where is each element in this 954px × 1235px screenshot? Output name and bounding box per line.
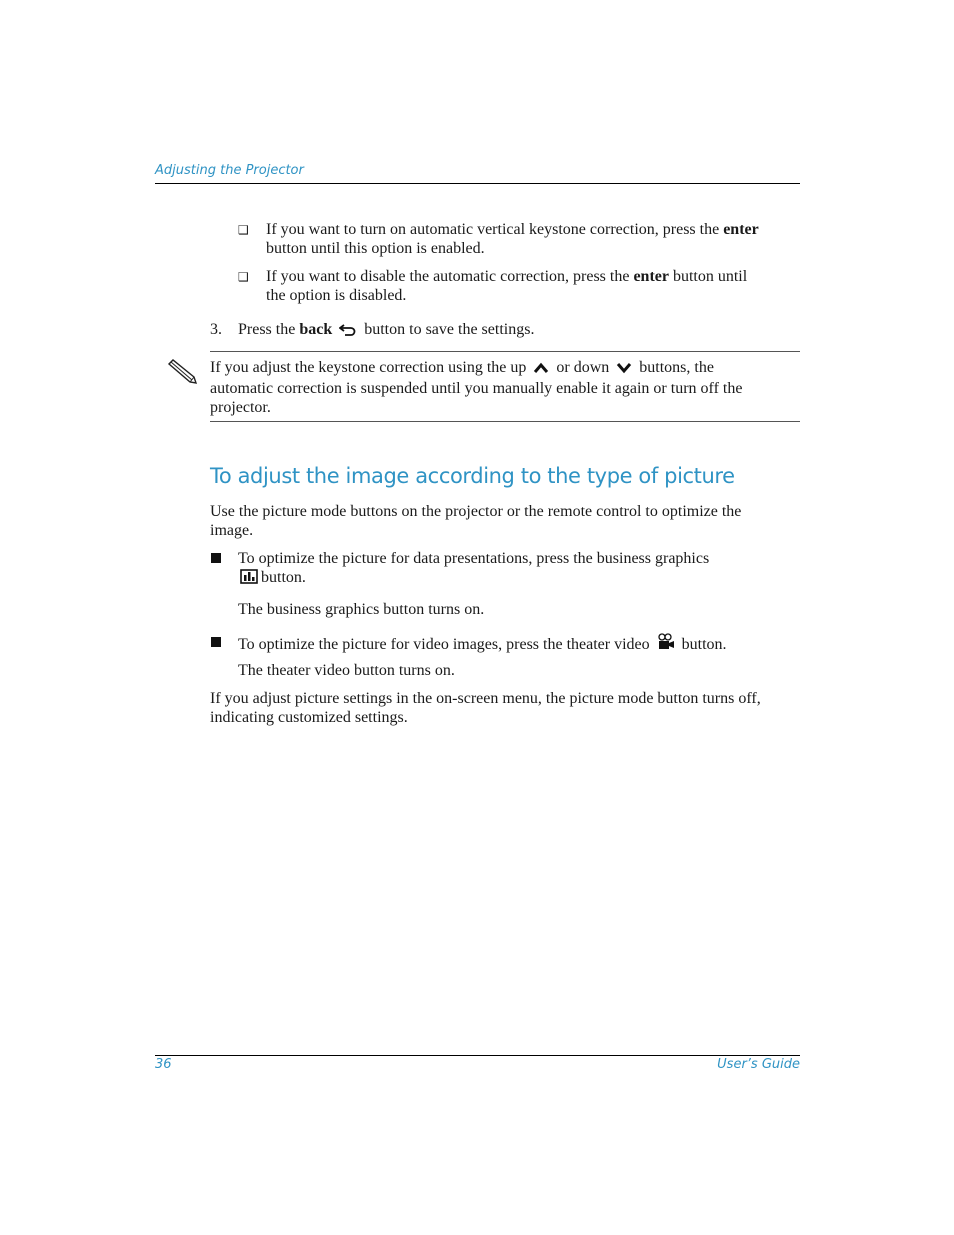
step-3-bold: back [299, 321, 333, 338]
option-1-text: If you want to turn on automatic vertical keystone correction, press the [266, 221, 724, 238]
header-rule [155, 183, 800, 184]
section-intro [210, 502, 805, 540]
closing-line1: If you adjust picture settings in the on-screen menu, the picture mode button turns off, [210, 690, 761, 707]
note-line3: projector. [210, 399, 271, 416]
note-text [210, 358, 800, 417]
note-line2: automatic correction is suspended until you manually enable it again or turn off the [210, 380, 743, 397]
intro-line1: Use the picture mode buttons on the projector or the remote control to optimize the [210, 503, 742, 520]
back-arrow-icon [339, 322, 357, 341]
item-1-line1: To optimize the picture for data presentations, press the business graphics [238, 550, 710, 567]
chevron-down-icon [616, 360, 632, 379]
option-1 [266, 220, 806, 258]
intro-line2: image. [210, 522, 254, 539]
theater-video-icon [657, 633, 675, 656]
item-2 [238, 633, 798, 656]
option-2-text: If you want to disable the automatic correction, press the [266, 268, 634, 285]
note-top-rule [210, 351, 800, 352]
closing-line2: indicating customized settings. [210, 709, 408, 726]
square-bullet [211, 553, 221, 563]
option-2 [266, 267, 806, 305]
option-2-text-after: button until [668, 268, 748, 285]
item-2-line1: To optimize the picture for video images, press the theater video [238, 636, 654, 653]
footer-guide-title: User’s Guide [717, 1057, 800, 1072]
step-3-before: Press the [238, 321, 300, 338]
option-bullet: ❑ [238, 270, 249, 284]
section-heading: To adjust the image according to the type of picture [210, 464, 735, 488]
item-1-line2: button. [261, 569, 306, 586]
note-line1c: buttons, the [635, 359, 714, 376]
pencil-icon [166, 358, 200, 393]
note-bottom-rule [210, 421, 800, 422]
item-1-result: The business graphics button turns on. [238, 601, 485, 618]
page-number: 36 [155, 1057, 172, 1072]
option-2-bold: enter [633, 268, 669, 285]
item-1 [238, 549, 798, 589]
note-line1b: or down [552, 359, 614, 376]
section-closing [210, 689, 810, 727]
running-header: Adjusting the Projector [155, 163, 304, 178]
business-graphics-icon [240, 569, 258, 589]
step-3 [238, 320, 798, 341]
option-1-bold: enter [723, 221, 759, 238]
item-2-after: button. [677, 636, 727, 653]
option-2-line2: the option is disabled. [266, 287, 407, 304]
step-3-after: button to save the settings. [360, 321, 535, 338]
chevron-up-icon [533, 360, 549, 379]
option-bullet: ❑ [238, 223, 249, 237]
footer-rule [155, 1055, 800, 1056]
square-bullet [211, 637, 221, 647]
step-number: 3. [210, 321, 222, 338]
note-line1a: If you adjust the keystone correction using the up [210, 359, 531, 376]
option-1-line2: button until this option is enabled. [266, 240, 485, 257]
item-2-result: The theater video button turns on. [238, 662, 455, 679]
